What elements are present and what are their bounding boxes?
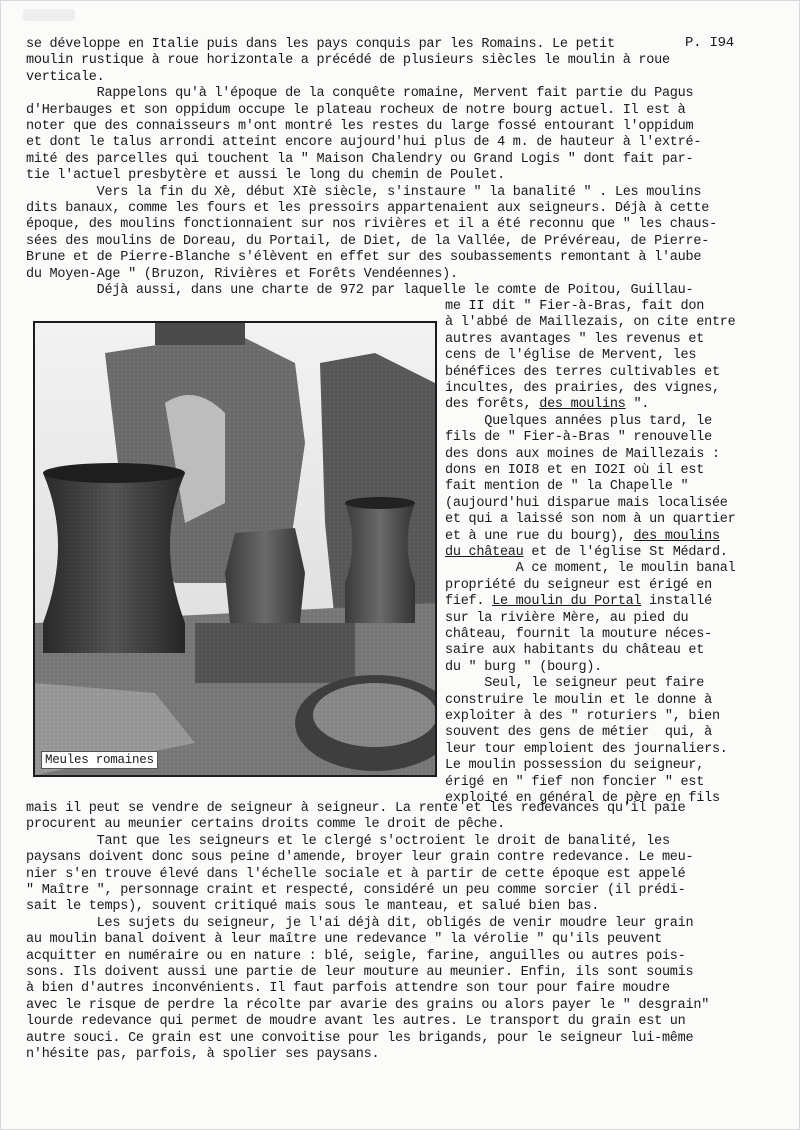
text-line xyxy=(445,725,712,741)
text-segment: fils de " Fier-à-Bras " renouvelle xyxy=(445,430,712,446)
text-line xyxy=(445,578,712,594)
text-segment: cens de l'église de Mervent, les xyxy=(445,348,697,364)
text-segment: autres avantages " les revenus et xyxy=(445,331,705,347)
text-line xyxy=(445,693,712,709)
text-line xyxy=(445,447,720,463)
text-line xyxy=(445,397,649,413)
underlined-text: des moulins xyxy=(633,528,720,544)
text-line: avec le risque de perdre la récolte par avarie des grains ou alors payer le " desgrain" xyxy=(26,997,710,1013)
text-segment: Le moulin possession du seigneur, xyxy=(445,758,705,774)
text-line: sait le temps), souvent critiqué mais sous le manteau, et salué bien bas. xyxy=(26,899,600,915)
text-line: verticale. xyxy=(26,69,105,85)
text-segment: ". xyxy=(625,397,650,413)
text-segment: incultes, des prairies, des vignes, xyxy=(445,381,720,396)
scan-smudge xyxy=(23,9,75,21)
text-line: Vers la fin du Xè, début XIè siècle, s'instaure " la banalité " . Les moulins xyxy=(26,184,702,200)
text-line: acquitter en numéraire ou en nature : blé, seigle, farine, anguilles ou autres pois- xyxy=(26,948,686,964)
text-line: procurent au meunier certains droits comme le droit de pêche. xyxy=(26,817,505,833)
text-line xyxy=(445,496,728,512)
text-line: Tant que les seigneurs et le clergé s'octroient le droit de banalité, les xyxy=(26,833,670,849)
underlined-text: du château xyxy=(445,545,524,560)
text-line: mité des parcelles qui touchent la " Maison Chalendry ou Grand Logis " dont fait par- xyxy=(26,151,694,167)
text-line: dits banaux, comme les fours et les pressoirs appartenaient aux seigneurs. Déjà à cette xyxy=(26,201,710,216)
text-line xyxy=(445,545,728,561)
text-segment: saire aux habitants du château et xyxy=(445,643,705,659)
text-segment: exploiter à des " roturiers ", bien xyxy=(445,709,720,724)
text-segment: des dons aux moines de Maillezais : xyxy=(445,446,720,462)
text-segment: érigé en " fief non foncier " est xyxy=(445,774,705,790)
text-segment: Quelques années plus tard, le xyxy=(445,413,712,429)
text-line: époque, des moulins fonctionnaient sur nos rivières et il a été reconnu que " les chaus- xyxy=(26,217,717,233)
text-line xyxy=(445,627,712,643)
text-line: et dont le talus arrondi atteint encore aujourd'hui plus de 4 m. de hauteur à l'extré- xyxy=(26,135,702,151)
text-line: sées des moulins de Doreau, du Portail, de Diet, de la Vallée, de Prévéreau, de Pierre- xyxy=(26,233,710,249)
text-segment: (aujourd'hui disparue mais localisée xyxy=(445,495,728,511)
text-line xyxy=(445,594,712,610)
text-line xyxy=(445,512,736,528)
text-line: nier s'en trouve élevé dans l'échelle sociale et à partir de cette époque est appelé xyxy=(26,866,686,882)
text-line xyxy=(445,611,688,627)
text-line: noter que des connaisseurs m'ont montré les restes du large fossé entourant l'oppidum xyxy=(26,119,694,134)
text-line: autre souci. Ce grain est une convoitise pour les brigands, pour le seigneur lui-même xyxy=(26,1030,694,1046)
text-line: Les sujets du seigneur, je l'ai déjà dit, obligés de venir moudre leur grain xyxy=(26,915,694,931)
text-line: paysans doivent donc sous peine d'amende, broyer leur grain contre redevance. Le meu- xyxy=(26,850,694,866)
text-segment: souvent des gens de métier qui, à xyxy=(445,725,712,741)
text-segment: construire le moulin et le donne à xyxy=(445,692,712,708)
text-segment: et à une rue du bourg), xyxy=(445,528,634,544)
text-line xyxy=(445,414,712,430)
text-line xyxy=(445,660,602,676)
text-line: au moulin banal doivent à leur maître une redevance " la vérolie " qu'ils peuvent xyxy=(26,932,662,948)
text-segment: Seul, le seigneur peut faire xyxy=(445,676,705,692)
text-segment: sur la rivière Mère, au pied du xyxy=(445,610,689,626)
text-line xyxy=(445,479,688,495)
text-segment: du " burg " (bourg). xyxy=(445,659,603,675)
text-line: sons. Ils doivent aussi une partie de leur mouture au meunier. Enfin, ils sont soumis xyxy=(26,965,694,980)
photo-meules-romaines xyxy=(33,321,437,777)
text-segment: bénéfices des terres cultivables et xyxy=(445,364,720,380)
text-line: Déjà aussi, dans une charte de 972 par laquelle le comte de Poitou, Guillau- xyxy=(26,283,694,298)
text-line: d'Herbauges et son oppidum occupe le plateau rocheux de notre bourg actuel. Il est à xyxy=(26,102,686,118)
text-line: se développe en Italie puis dans les pays conquis par les Romains. Le petit xyxy=(26,37,615,52)
underlined-text: des moulins xyxy=(539,397,626,413)
text-line: Brune et de Pierre-Blanche s'élèvent en effet sur des soubassements remontant à l'aube xyxy=(26,250,702,266)
text-line xyxy=(445,775,704,791)
text-line: mais il peut se vendre de seigneur à seigneur. La rente et les redevances qu'il paie xyxy=(26,801,686,816)
text-line xyxy=(445,315,736,331)
text-segment: et de l'église St Médard. xyxy=(523,545,728,560)
underlined-text: Le moulin du Portal xyxy=(492,594,642,610)
text-line xyxy=(445,463,704,479)
text-line xyxy=(445,758,704,774)
text-line: moulin rustique à roue horizontale a précédé de plusieurs siècles le moulin à roue xyxy=(26,53,670,69)
text-line xyxy=(445,561,736,577)
text-segment: propriété du seigneur est érigé en xyxy=(445,577,712,593)
text-segment: fief. xyxy=(445,594,493,610)
text-segment: installé xyxy=(641,594,712,610)
text-segment: dons en IOI8 et en IO2I où il est xyxy=(445,463,705,478)
text-line: du Moyen-Age " (Bruzon, Rivières et Forêts Vendéennes). xyxy=(26,266,458,282)
text-line xyxy=(445,348,696,364)
text-line xyxy=(445,742,728,758)
text-line xyxy=(445,430,712,446)
text-segment: leur tour emploient des journaliers. xyxy=(445,741,728,757)
text-line: à bien d'autres inconvénients. Il faut parfois attendre son tour pour faire moudre xyxy=(26,981,670,997)
text-line xyxy=(445,381,720,397)
text-line xyxy=(445,299,704,315)
text-line xyxy=(445,365,720,381)
text-segment: des forêts, xyxy=(445,397,540,413)
text-segment: me II dit " Fier-à-Bras, fait don xyxy=(445,299,705,314)
text-line xyxy=(445,332,704,348)
text-segment: exploité en général de père en fils xyxy=(445,791,720,806)
text-segment: A ce moment, le moulin banal xyxy=(445,561,736,577)
text-segment: à l'abbé de Maillezais, on cite entre xyxy=(445,315,736,331)
photo-caption: Meules romaines xyxy=(41,751,158,769)
text-line: tie l'actuel presbytère et aussi le long du chemin de Poulet. xyxy=(26,168,505,184)
text-segment: et qui a laissé son nom à un quartier xyxy=(445,512,736,528)
text-line: n'hésite pas, parfois, à spolier ses paysans. xyxy=(26,1047,380,1062)
page-number: P. I94 xyxy=(685,35,734,51)
text-line xyxy=(445,709,720,725)
text-line: " Maître ", personnage craint et respecté, considéré un peu comme sorcier (il prédi- xyxy=(26,883,686,898)
text-line xyxy=(445,643,704,659)
text-segment: fait mention de " la Chapelle " xyxy=(445,479,689,495)
text-segment: château, fournit la mouture néces- xyxy=(445,627,712,642)
text-line: lourde redevance qui permet de moudre avant les autres. Le transport du grain est un xyxy=(26,1014,686,1030)
text-line xyxy=(445,676,704,692)
text-line xyxy=(445,529,720,545)
millstones-image xyxy=(35,323,435,775)
text-line: Rappelons qu'à l'époque de la conquête romaine, Mervent fait partie du Pagus xyxy=(26,86,694,102)
